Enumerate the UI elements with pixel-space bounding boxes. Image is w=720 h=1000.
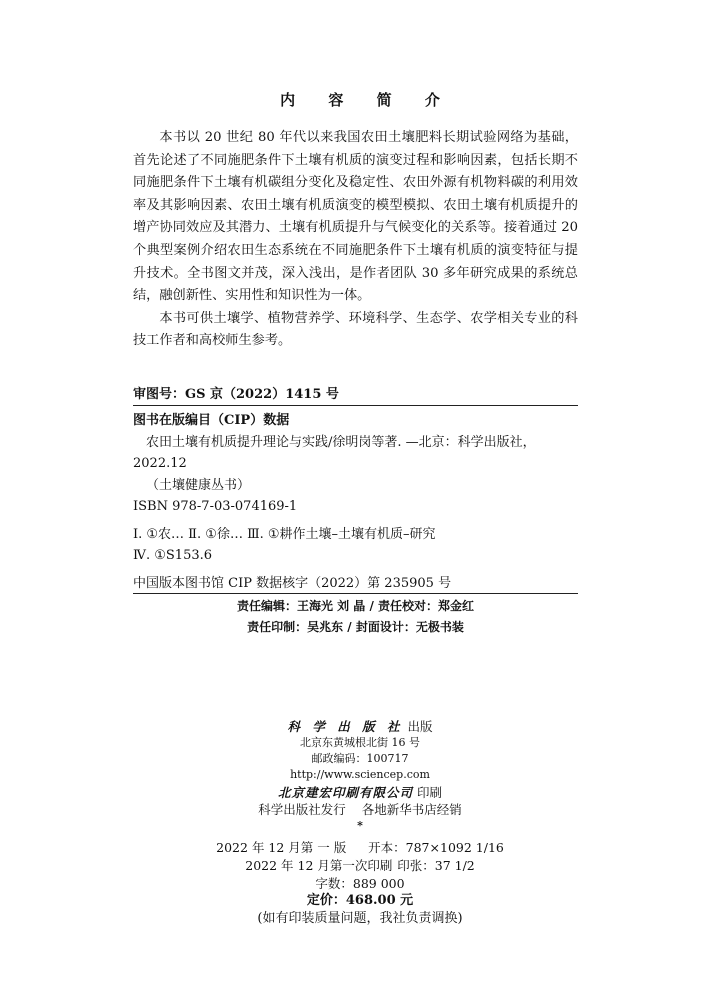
- cip-verification: 中国版本图书馆 CIP 数据核字（2022）第 235905 号: [133, 575, 452, 591]
- printing: 2022 年 12 月第一次印刷: [245, 858, 393, 874]
- distribution-line: 科学出版社发行 各地新华书店经销: [258, 801, 462, 817]
- publisher-url: http://www.sciencep.com: [290, 768, 430, 782]
- intro-paragraph-1: 本书以 20 世纪 80 年代以来我国农田土壤肥料长期试验网络为基础，首先论述了不同施肥条件下土壤有机质的演变过程和影响因素，包括长期不同施肥条件下土壤有机碳组分变化及稳定性、农田外源有机物料碳的利用效率及其影响因素、农田土壤有机质演变的模型模拟、农田土壤有机质提升的增产协同效应及其潜力、土壤有机质提升与气候变化的关系等。接着通过 20 个典型案例介绍农田生态系统在不同施肥条件下土壤有机质的演变特征与提升技术。全书图文并茂，深入浅出，是作者团队 30 多年研究成果的系统总结，融创新性、实用性和知识性为一体。: [133, 130, 578, 304]
- cip-series: （土壤健康丛书）: [146, 477, 251, 493]
- intro-section: [133, 127, 578, 353]
- print-sheets: 印张：37 1/2: [397, 858, 475, 874]
- editors-line-2: 责任印制：吴兆东 / 封面设计：无极书装: [247, 620, 464, 634]
- publisher-line: [0, 718, 720, 735]
- book-format: 开本：787×1092 1/16: [368, 839, 504, 855]
- publisher-name: 科 学 出 版 社: [287, 719, 404, 734]
- word-count: 字数：889 000: [315, 876, 405, 892]
- quality-note: (如有印装质量问题，我社负责调换): [257, 911, 463, 927]
- publisher-postcode: 邮政编码：100717: [311, 752, 409, 766]
- publisher-block: [0, 718, 720, 928]
- printer-name: 北京建宏印刷有限公司: [277, 784, 413, 800]
- cip-title-line: 农田土壤有机质提升理论与实践/徐明岗等著. —北京：科学出版社，: [146, 434, 536, 450]
- publisher-suffix: 出版: [407, 719, 433, 734]
- divider-bottom: [133, 593, 578, 594]
- cip-date-line: 2022.12: [133, 456, 187, 471]
- edition: 2022 年 12 月第 一 版: [216, 839, 347, 855]
- price: 定价：468.00 元: [306, 893, 414, 909]
- editors-block: [133, 596, 578, 638]
- intro-paragraph-2: 本书可供土壤学、植物营养学、环境科学、生态学、农学相关专业的科技工作者和高校师生参考。: [133, 310, 578, 349]
- publisher-address: 北京东黄城根北街 16 号: [300, 736, 420, 749]
- map-approval-number: 审图号：GS 京（2022）1415 号: [133, 387, 339, 402]
- printer-suffix: 印刷: [416, 784, 442, 800]
- cip-data-block: [133, 410, 578, 594]
- cip-heading: 图书在版编目（CIP）数据: [133, 413, 290, 428]
- edition-row: [216, 839, 504, 856]
- cip-classification-1: Ⅰ. ①农… Ⅱ. ①徐… Ⅲ. ①耕作土壤–土壤有机质–研究: [133, 526, 436, 542]
- divider-top: [133, 405, 578, 406]
- page-title: 内 容 简 介: [280, 91, 454, 109]
- printing-row: [245, 857, 475, 874]
- editors-line-1: 责任编辑：王海光 刘 晶 / 责任校对：郑金红: [236, 599, 475, 613]
- printer-line: [0, 784, 720, 801]
- cip-classification-2: Ⅳ. ①S153.6: [133, 548, 213, 563]
- separator-star: *: [357, 818, 363, 832]
- cip-isbn: ISBN 978-7-03-074169-1: [133, 499, 298, 514]
